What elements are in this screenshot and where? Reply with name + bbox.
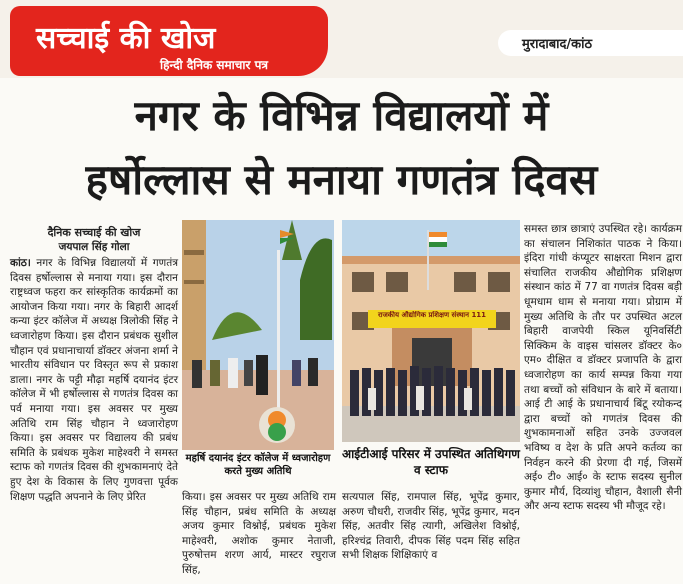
location-text: मुरादाबाद/कांठ xyxy=(522,37,593,52)
headline-line-1: नगर के विभिन्न विद्यालयों में xyxy=(134,91,549,140)
photo-iti-staff-image xyxy=(342,220,520,442)
masthead-banner xyxy=(0,0,683,78)
dateline: कांठ। xyxy=(10,257,31,269)
masthead-title: सच्चाई की खोज xyxy=(36,21,216,56)
byline-reporter: जयपाल सिंह गोला xyxy=(58,241,130,253)
iti-sign-text: राजकीय औद्योगिक प्रशिक्षण संस्थान 111 xyxy=(377,311,487,319)
masthead-logo xyxy=(10,6,328,76)
photo-flag-hoisting xyxy=(182,220,334,450)
location-tag xyxy=(498,30,683,56)
article-column-4: समस्त छात्र छात्राएं उपस्थित रहे। कार्यक्रम का संचालन निशिकांत पाठक ने किया। इंदिरा गांधी कंप्यूटर साक्षरता मिशन द्वारा संचालित राजकीय औद्योगिक प्रशिक्षण संस्थान कांठ में 77 वा गणतंत्र दिवस बड़ी धूमधाम धाम से मनाया गया। प्रोग्राम में मुख्य अतिथि के तौर पर उपस्थित अटल बिहारी वाजपेयी स्किल यूनिवर्सिटी सिक्किम के वाइस चांसलर डॉक्टर के० एम० दीक्षित व डॉक्टर प्रजापति के द्वारा ध्वजारोहण का कार्य सम्पन्न किया गया तथा बच्चों को संविधान के बारे में बताया। आई टी आई के प्रधानाचार्य बिंटू रयोकन्द द्वारा बच्चों को गणतंत्र दिवस की शुभकामनाओं सहित उनके उज्जवल भविष्य व देश के प्रति अपने कर्तव्य का निर्वहन करने की प्रेरणा दी गई, जिसमें अई० टी० आई० के स्टाफ सदस्य सुनील कुमार मौर्य, दिव्यांशु चौहान, वैशाली सैनी और अन्य स्टाफ सदस्य भी मौजूद रहे। xyxy=(524,223,682,513)
photo-flag-hoisting-caption: महर्षि दयानंद इंटर कॉलेज में ध्वजारोहण करते मुख्य अतिथि xyxy=(185,453,331,477)
masthead-subtitle: हिन्दी दैनिक समाचार पत्र xyxy=(160,58,269,72)
byline-paper: दैनिक सच्चाई की खोज xyxy=(47,226,141,239)
headline-line-2: हर्षोल्लास से मनाया गणतंत्र दिवस xyxy=(85,155,598,204)
photo-flag-hoisting-image xyxy=(182,220,334,450)
article-column-3: सत्यपाल सिंह, रामपाल सिंह, भूपेंद्र कुमार, अरुण चौधरी, राजवीर सिंह, भूपेंद्र कुमार, मदन सिंह, अतवीर सिंह त्यागी, अखिलेश विश्नोई, हरिश्चंद्र तिवारी, दीपक सिंह पदम सिंह सहित सभी शिक्षक शिक्षिकाएं व xyxy=(342,491,520,562)
photo-iti-staff-caption: आईटीआई परिसर में उपस्थित अतिथिगण व स्टाफ xyxy=(342,447,520,477)
photo-iti-staff xyxy=(342,220,520,442)
article-text-1: नगर के विभिन्न विद्यालयों में गणतंत्र दिवस हर्षोल्लास से मनाया गया। इस दौरान राष्ट्रध्वज फहरा कर सांस्कृतिक कार्यक्रमों का आयोजन किया गया। नगर के बिहारी आदर्श कन्या इंटर कॉलेज में अध्यक्ष त्रिलोकी सिंह ने ध्वजारोहण किया। इस दौरान प्रबंधक सुशील चौहान एवं प्रधानाचार्या डॉक्टर अंजना शर्मा ने भारतीय संविधान पर विस्तृत रूप से प्रकाश डाला। नगर के पट्टी मौढ़ा महर्षि दयानंद इंटर कॉलेज में भी हर्षोल्लास से गणतंत्र दिवस का पर्व मनाया गया। इस अवसर पर मुख्य अतिथि राम सिंह चौहान ने ध्वजारोहण किया। इस अवसर पर विद्यालय की प्रबंध समिति के प्रबंधक मुकेश माहेश्वरी ने समस्त स्टाफ को गणतंत्र दिवस की शुभकामनाएं देते हुए देश के विकास के लिए गुणवत्ता पूर्वक शिक्षण पद्धति अपनाने के लिए प्रेरित xyxy=(10,257,178,503)
article-column-2: किया। इस अवसर पर मुख्य अतिथि राम सिंह चौहान, प्रबंध समिति के अध्यक्ष अजय कुमार विश्नोई, प्रबंधक मुकेश माहेश्वरी, अशोक कुमार नेताजी, पुरुषोत्तम शरण आर्य, मास्टर रघुराज सिंह, xyxy=(182,491,336,576)
article-column-1 xyxy=(10,226,178,504)
